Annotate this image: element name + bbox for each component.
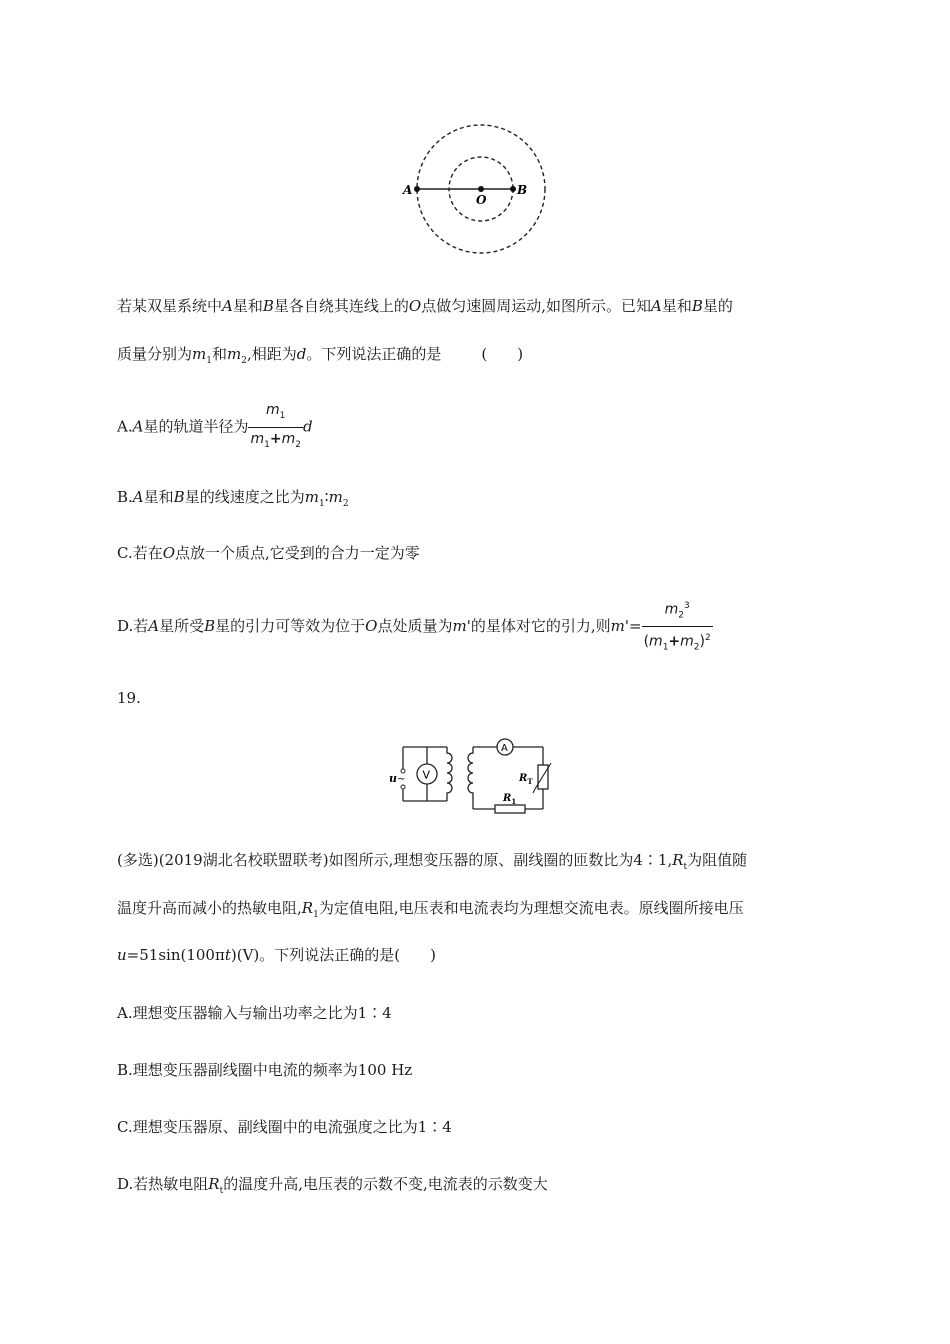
q19-stem-line3: u=51sin(100πt)(V)。下列说法正确的是( )	[117, 946, 436, 964]
label-r1: $R_1$	[503, 793, 517, 806]
transformer-circuit-figure	[385, 735, 560, 815]
q19-option-d: D.若热敏电阻$R_t$的温度升高,电压表的示数不变,电流表的示数变大	[117, 1175, 548, 1196]
q18-option-a: A.A星的轨道半径为 $\frac{m_1}{m_1+m_2}$ d	[117, 400, 313, 455]
ac-source-icon: ~	[397, 774, 406, 785]
q19-option-a: A.理想变压器输入与输出功率之比为1∶4	[117, 1004, 392, 1022]
resistor-r1	[495, 805, 525, 813]
terminal-top	[401, 769, 405, 773]
q19-number: 19.	[117, 689, 141, 707]
ammeter-label: A	[501, 743, 508, 754]
q19-option-c: C.理想变压器原、副线圈中的电流强度之比为1∶4	[117, 1118, 452, 1136]
q19-stem-line1: (多选)(2019湖北名校联盟联考)如图所示,理想变压器的原、副线圈的匝数比为$4∶1,R_t$为阻值随	[117, 851, 748, 872]
q19-stem-line2: 温度升高而减小的热敏电阻$,R_1$为定值电阻,电压表和电流表均为理想交流电表。原线圈所接电压	[117, 899, 744, 920]
star-a-dot	[414, 186, 420, 192]
q18-option-b: B.A星和B星的线速度之比为$m_1∶m_2$	[117, 488, 349, 509]
label-a: A	[403, 183, 413, 197]
q19-option-b: B.理想变压器副线圈中电流的频率为100 Hz	[117, 1061, 413, 1079]
q18-option-c: C.若在O点放一个质点,它受到的合力一定为零	[117, 544, 420, 562]
mass-fraction: $\frac{m_2^3}{(m_1+m_2)^2}$	[642, 596, 713, 658]
secondary-coil	[468, 747, 473, 801]
q18-stem-line1: 若某双星系统中A星和B星各自绕其连线上的O点做匀速圆周运动,如图所示。已知A星和B星的	[117, 297, 733, 315]
primary-coil	[447, 747, 452, 801]
q18-option-d: D.若A星所受B星的引力可等效为位于O点处质量为m'的星体对它的引力,则m'= $\frac{m_2^3}{(m_1+m_2)^2}$	[117, 596, 713, 658]
voltmeter-label: V	[422, 768, 431, 782]
label-u: u	[389, 772, 397, 785]
label-rt: $R_T$	[519, 773, 533, 786]
label-o: O	[476, 193, 487, 207]
terminal-bottom	[401, 785, 405, 789]
q18-stem-line2: 质量分别为$m_1$和$m_2$,相距为d。下列说法正确的是 ( )	[117, 345, 524, 366]
double-star-figure	[395, 122, 555, 258]
center-o-dot	[478, 186, 484, 192]
label-b: B	[517, 183, 528, 197]
star-b-dot	[510, 186, 516, 192]
radius-fraction: $\frac{m_1}{m_1+m_2}$	[250, 402, 301, 450]
